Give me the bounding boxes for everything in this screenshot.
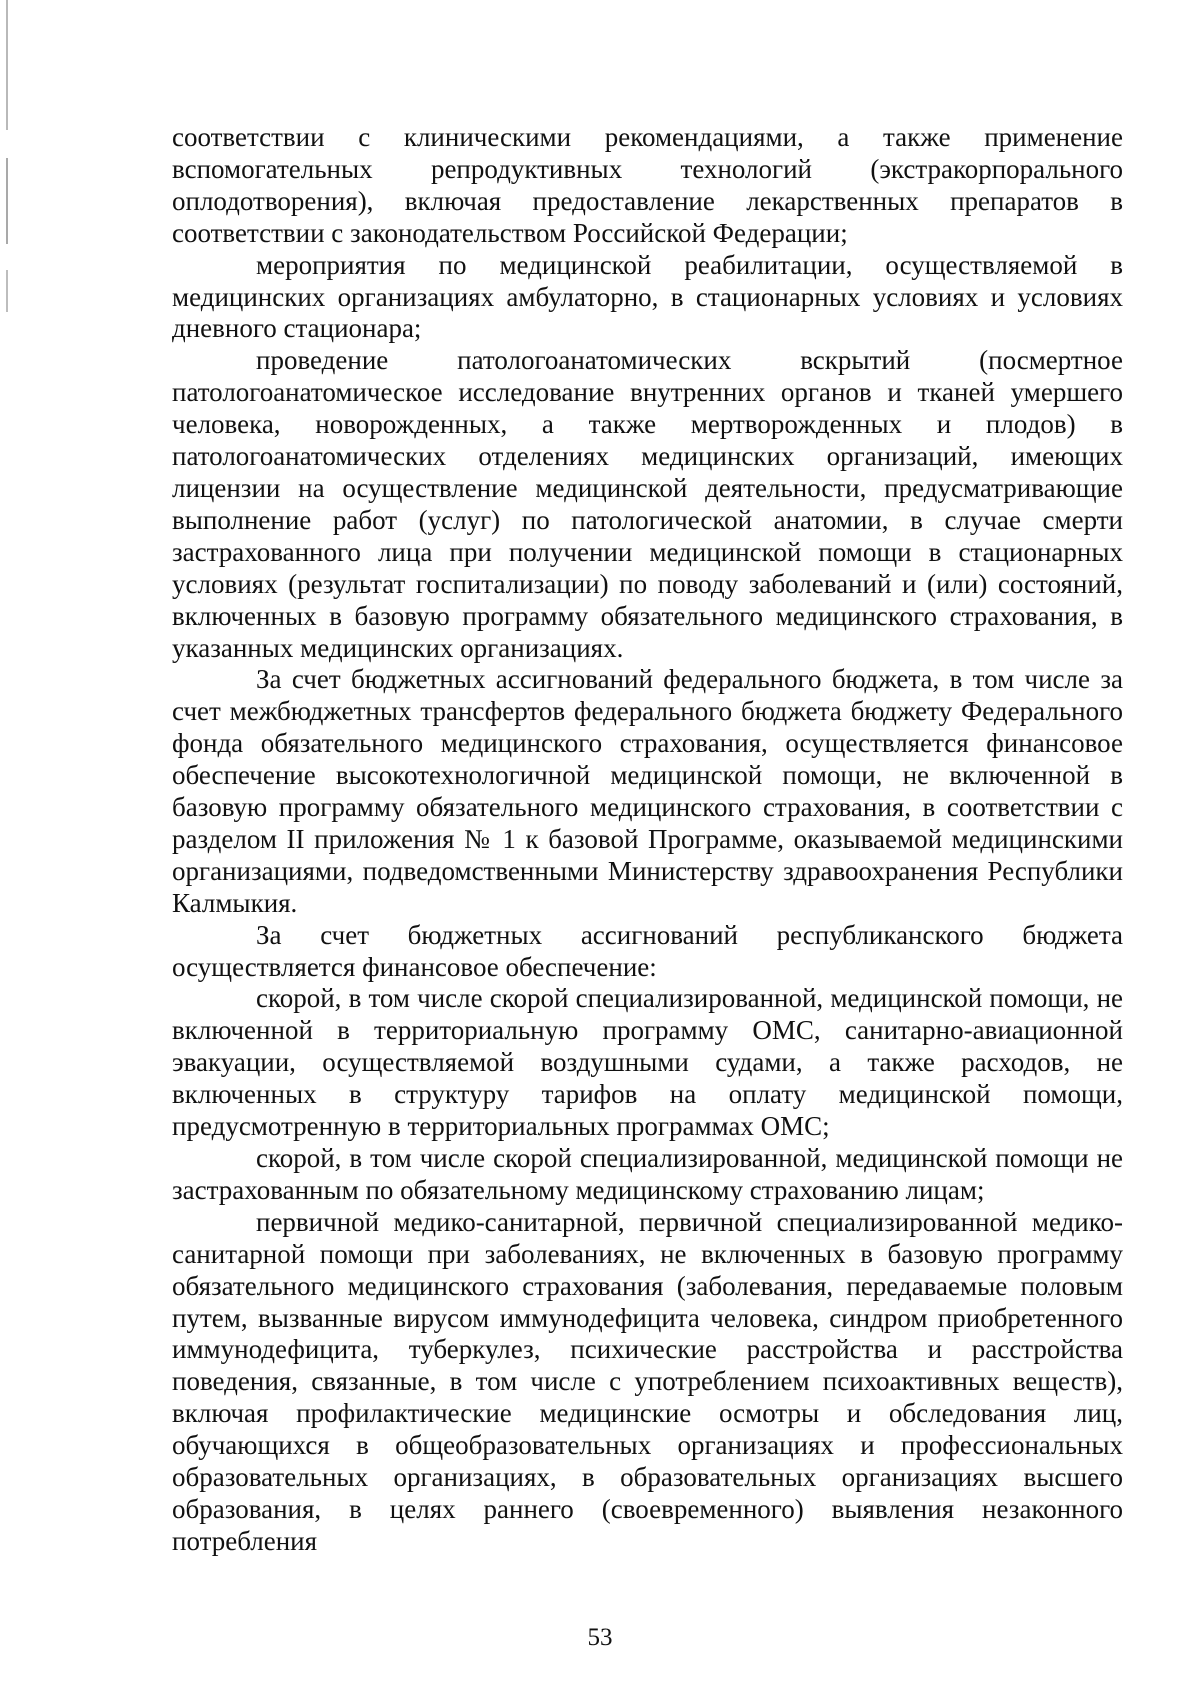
paragraph-emergency-care: скорой, в том числе скорой специализированной, медицинской помощи, не включенной в территориальную программу ОМС, санитарно-авиационной эвакуации, осуществляемой воздушными судами, а также расходов, не включенных в структуру тарифов на оплату медицинской помощи, предусмотренную в территориальных программах ОМС; [172, 983, 1123, 1142]
page-number: 53 [587, 1624, 613, 1651]
paragraph-federal-budget: За счет бюджетных ассигнований федерального бюджета, в том числе за счет межбюджетных трансфертов федерального бюджета бюджету Федерального фонда обязательного медицинского страхования, осуществляется финансовое обеспечение высокотехнологичной медицинской помощи, не включенной в базовую программу обязательного медицинского страхования, в соответствии с разделом II приложения № 1 к базовой Программе, оказываемой медицинскими организациями, подведомственными Министерству здравоохранения Республики Калмыкия. [172, 664, 1123, 918]
scan-edge-mark [6, 0, 8, 130]
paragraph-rehabilitation: мероприятия по медицинской реабилитации, осуществляемой в медицинских организациях амбулаторно, в стационарных условиях и условиях дневного стационара; [172, 249, 1123, 344]
paragraph-continuation: соответствии с клиническими рекомендациями, а также применение вспомогательных репродуктивных технологий (экстракорпорального оплодотворения), включая предоставление лекарственных препаратов в соответствии с законодательством Российской Федерации; [172, 122, 1123, 248]
paragraph-uninsured-emergency: скорой, в том числе скорой специализированной, медицинской помощи не застрахованным по обязательному медицинскому страхованию лицам; [172, 1143, 1123, 1205]
scan-edge-mark [6, 270, 8, 312]
document-body [172, 122, 1123, 1558]
paragraph-republican-budget: За счет бюджетных ассигнований республиканского бюджета осуществляется финансовое обеспечение: [172, 919, 1123, 982]
paragraph-primary-care: первичной медико-санитарной, первичной специализированной медико-санитарной помощи при заболеваниях, не включенных в базовую программу обязательного медицинского страхования (заболевания, передаваемые половым путем, вызванные вирусом иммунодефицита человека, синдром приобретенного иммунодефицита, туберкулез, психические расстройства и расстройства поведения, связанные, в том числе с употреблением психоактивных веществ), включая профилактические медицинские осмотры и обследования лиц, обучающихся в общеобразовательных организациях и профессиональных образовательных организациях, в образовательных организациях высшего образования, в целях раннего (своевременного) выявления незаконного потребления [172, 1206, 1123, 1556]
scan-edge-mark [6, 158, 8, 244]
paragraph-autopsies: проведение патологоанатомических вскрытий (посмертное патологоанатомическое исследование внутренних органов и тканей умершего человека, новорожденных, а также мертворожденных и плодов) в патологоанатомических отделениях медицинских организаций, имеющих лицензии на осуществление медицинской деятельности, предусматривающие выполнение работ (услуг) по патологической анатомии, в случае смерти застрахованного лица при получении медицинской помощи в стационарных условиях (результат госпитализации) по поводу заболеваний и (или) состояний, включенных в базовую программу обязательного медицинского страхования, в указанных медицинских организациях. [172, 345, 1123, 663]
